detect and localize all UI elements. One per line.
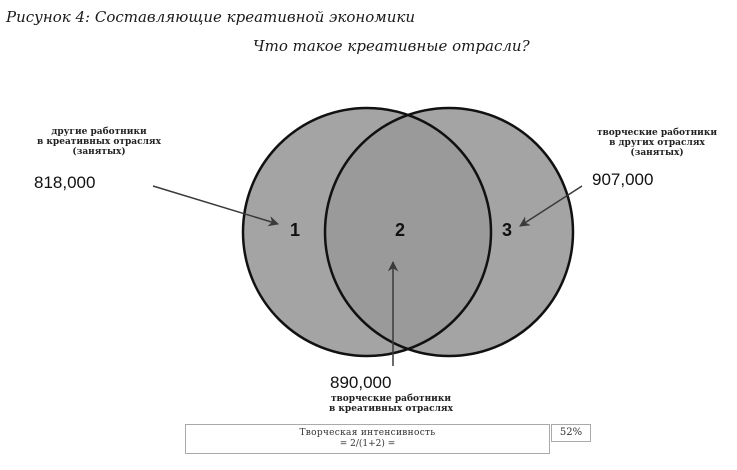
region-2-number: 2: [395, 220, 406, 240]
center-value: 890,000: [330, 373, 392, 392]
figure-caption: Рисунок 4: Составляющие креативной экономики: [6, 8, 416, 26]
left-value: 818,000: [34, 173, 96, 192]
formula-result: 52%: [551, 424, 591, 442]
left-label: другие работники в креативных отраслях (занятых): [37, 127, 161, 157]
region-1-number: 1: [290, 220, 301, 240]
right-value: 907,000: [592, 170, 654, 189]
right-label: творческие работники в других отраслях (занятых): [596, 128, 718, 158]
region-3-number: 3: [502, 220, 513, 240]
center-label: творческие работники в креативных отраслях: [329, 394, 453, 414]
figure-subtitle: Что такое креативные отрасли?: [253, 37, 530, 55]
formula-title: Творческая интенсивность: [299, 428, 436, 438]
creative-intensity-formula: [185, 424, 550, 454]
formula-expression: = 2/(1+2) =: [339, 439, 396, 449]
